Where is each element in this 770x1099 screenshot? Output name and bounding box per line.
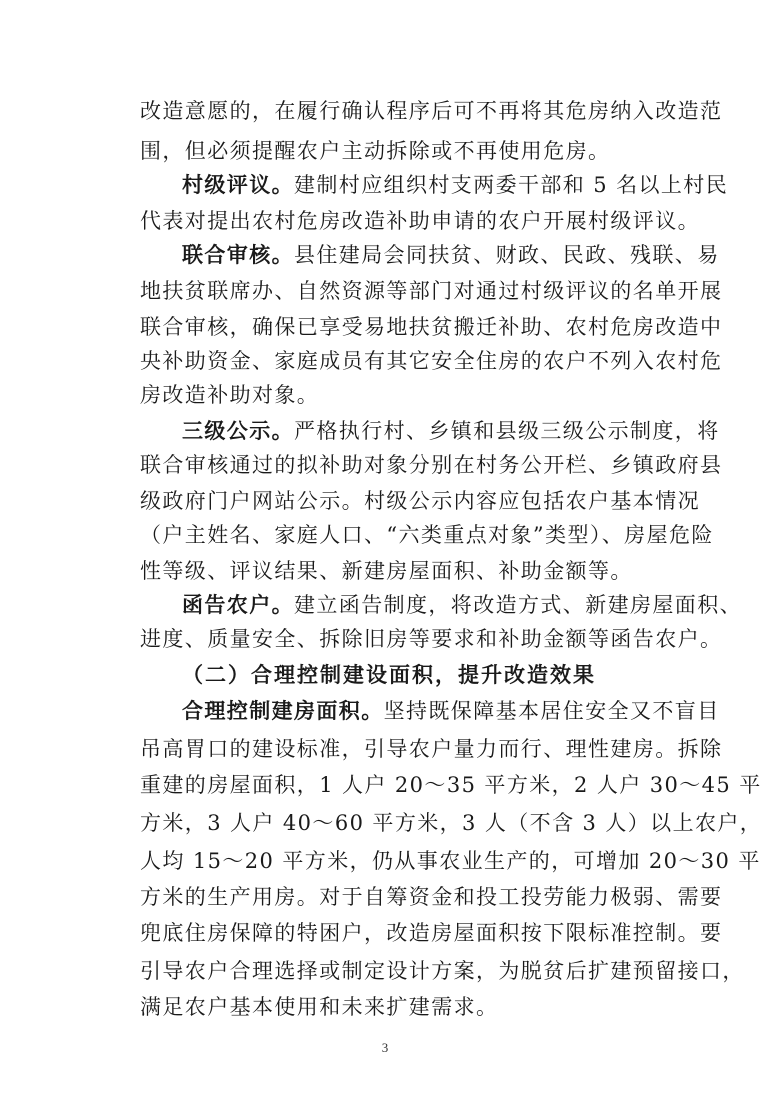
paragraph-text: 建制村应组织村支两委干部和 5 名以上村民 bbox=[294, 173, 729, 197]
body-line: 代表对提出农村危房改造补助申请的农户开展村级评议。 bbox=[140, 209, 700, 233]
paragraph-lead: 村级评议。 bbox=[182, 173, 294, 197]
body-line: 重建的房屋面积，1 人户 20～35 平方米，2 人户 30～45 平 bbox=[140, 773, 762, 797]
body-line: （户主姓名、家庭人口、“六类重点对象”类型）、房屋危险 bbox=[140, 523, 714, 547]
body-line: 地扶贫联席办、自然资源等部门对通过村级评议的名单开展 bbox=[140, 279, 723, 303]
body-line: 性等级、评议结果、新建房屋面积、补助金额等。 bbox=[140, 559, 633, 583]
paragraph-joint-review bbox=[182, 240, 742, 270]
body-line: 房改造补助对象。 bbox=[140, 383, 320, 407]
body-line: 央补助资金、家庭成员有其它安全住房的农户不列入农村危 bbox=[140, 349, 723, 373]
body-line: 改造意愿的，在履行确认程序后可不再将其危房纳入改造范 bbox=[140, 99, 723, 123]
paragraph-notify-farmers bbox=[182, 590, 742, 620]
body-line: 围，但必须提醒农户主动拆除或不再使用危房。 bbox=[140, 139, 611, 163]
body-line: 吊高胃口的建设标准，引导农户量力而行、理性建房。拆除 bbox=[140, 737, 723, 761]
body-line: 方米的生产用房。对于自筹资金和投工投劳能力极弱、需要 bbox=[140, 885, 723, 909]
body-line: 级政府门户网站公示。村级公示内容应包括农户基本情况 bbox=[140, 489, 700, 513]
paragraph-lead: 合理控制建房面积。 bbox=[182, 699, 384, 723]
body-line: 方米，3 人户 40～60 平方米，3 人（不含 3 人）以上农户， bbox=[140, 811, 763, 835]
paragraph-text: 严格执行村、乡镇和县级三级公示制度，将 bbox=[294, 419, 720, 443]
paragraph-public-notice bbox=[182, 416, 742, 446]
body-line: 引导农户合理选择或制定设计方案，为脱贫后扩建预留接口， bbox=[140, 959, 745, 983]
body-line: 人均 15～20 平方米，仍从事农业生产的，可增加 20～30 平 bbox=[140, 849, 761, 873]
paragraph-text: 建立函告制度，将改造方式、新建房屋面积、 bbox=[294, 593, 742, 617]
paragraph-lead: 联合审核。 bbox=[182, 243, 294, 267]
body-line: 联合审核，确保已享受易地扶贫搬迁补助、农村危房改造中 bbox=[140, 315, 723, 339]
paragraph-text: 县住建局会同扶贫、财政、民政、残联、易 bbox=[294, 243, 720, 267]
page-number: 3 bbox=[381, 1040, 389, 1055]
paragraph-area-control bbox=[182, 696, 742, 726]
body-line: 兜底住房保障的特困户，改造房屋面积按下限标准控制。要 bbox=[140, 921, 723, 945]
body-line: 进度、质量安全、拆除旧房等要求和补助金额等函告农户。 bbox=[140, 627, 723, 651]
paragraph-village-review bbox=[182, 170, 742, 200]
body-line: 联合审核通过的拟补助对象分别在村务公开栏、乡镇政府县 bbox=[140, 453, 723, 477]
section-heading: （二）合理控制建设面积，提升改造效果 bbox=[182, 663, 596, 687]
body-line: 满足农户基本使用和未来扩建需求。 bbox=[140, 995, 499, 1019]
paragraph-lead: 三级公示。 bbox=[182, 419, 294, 443]
paragraph-lead: 函告农户。 bbox=[182, 593, 294, 617]
paragraph-text: 坚持既保障基本居住安全又不盲目 bbox=[383, 699, 720, 723]
